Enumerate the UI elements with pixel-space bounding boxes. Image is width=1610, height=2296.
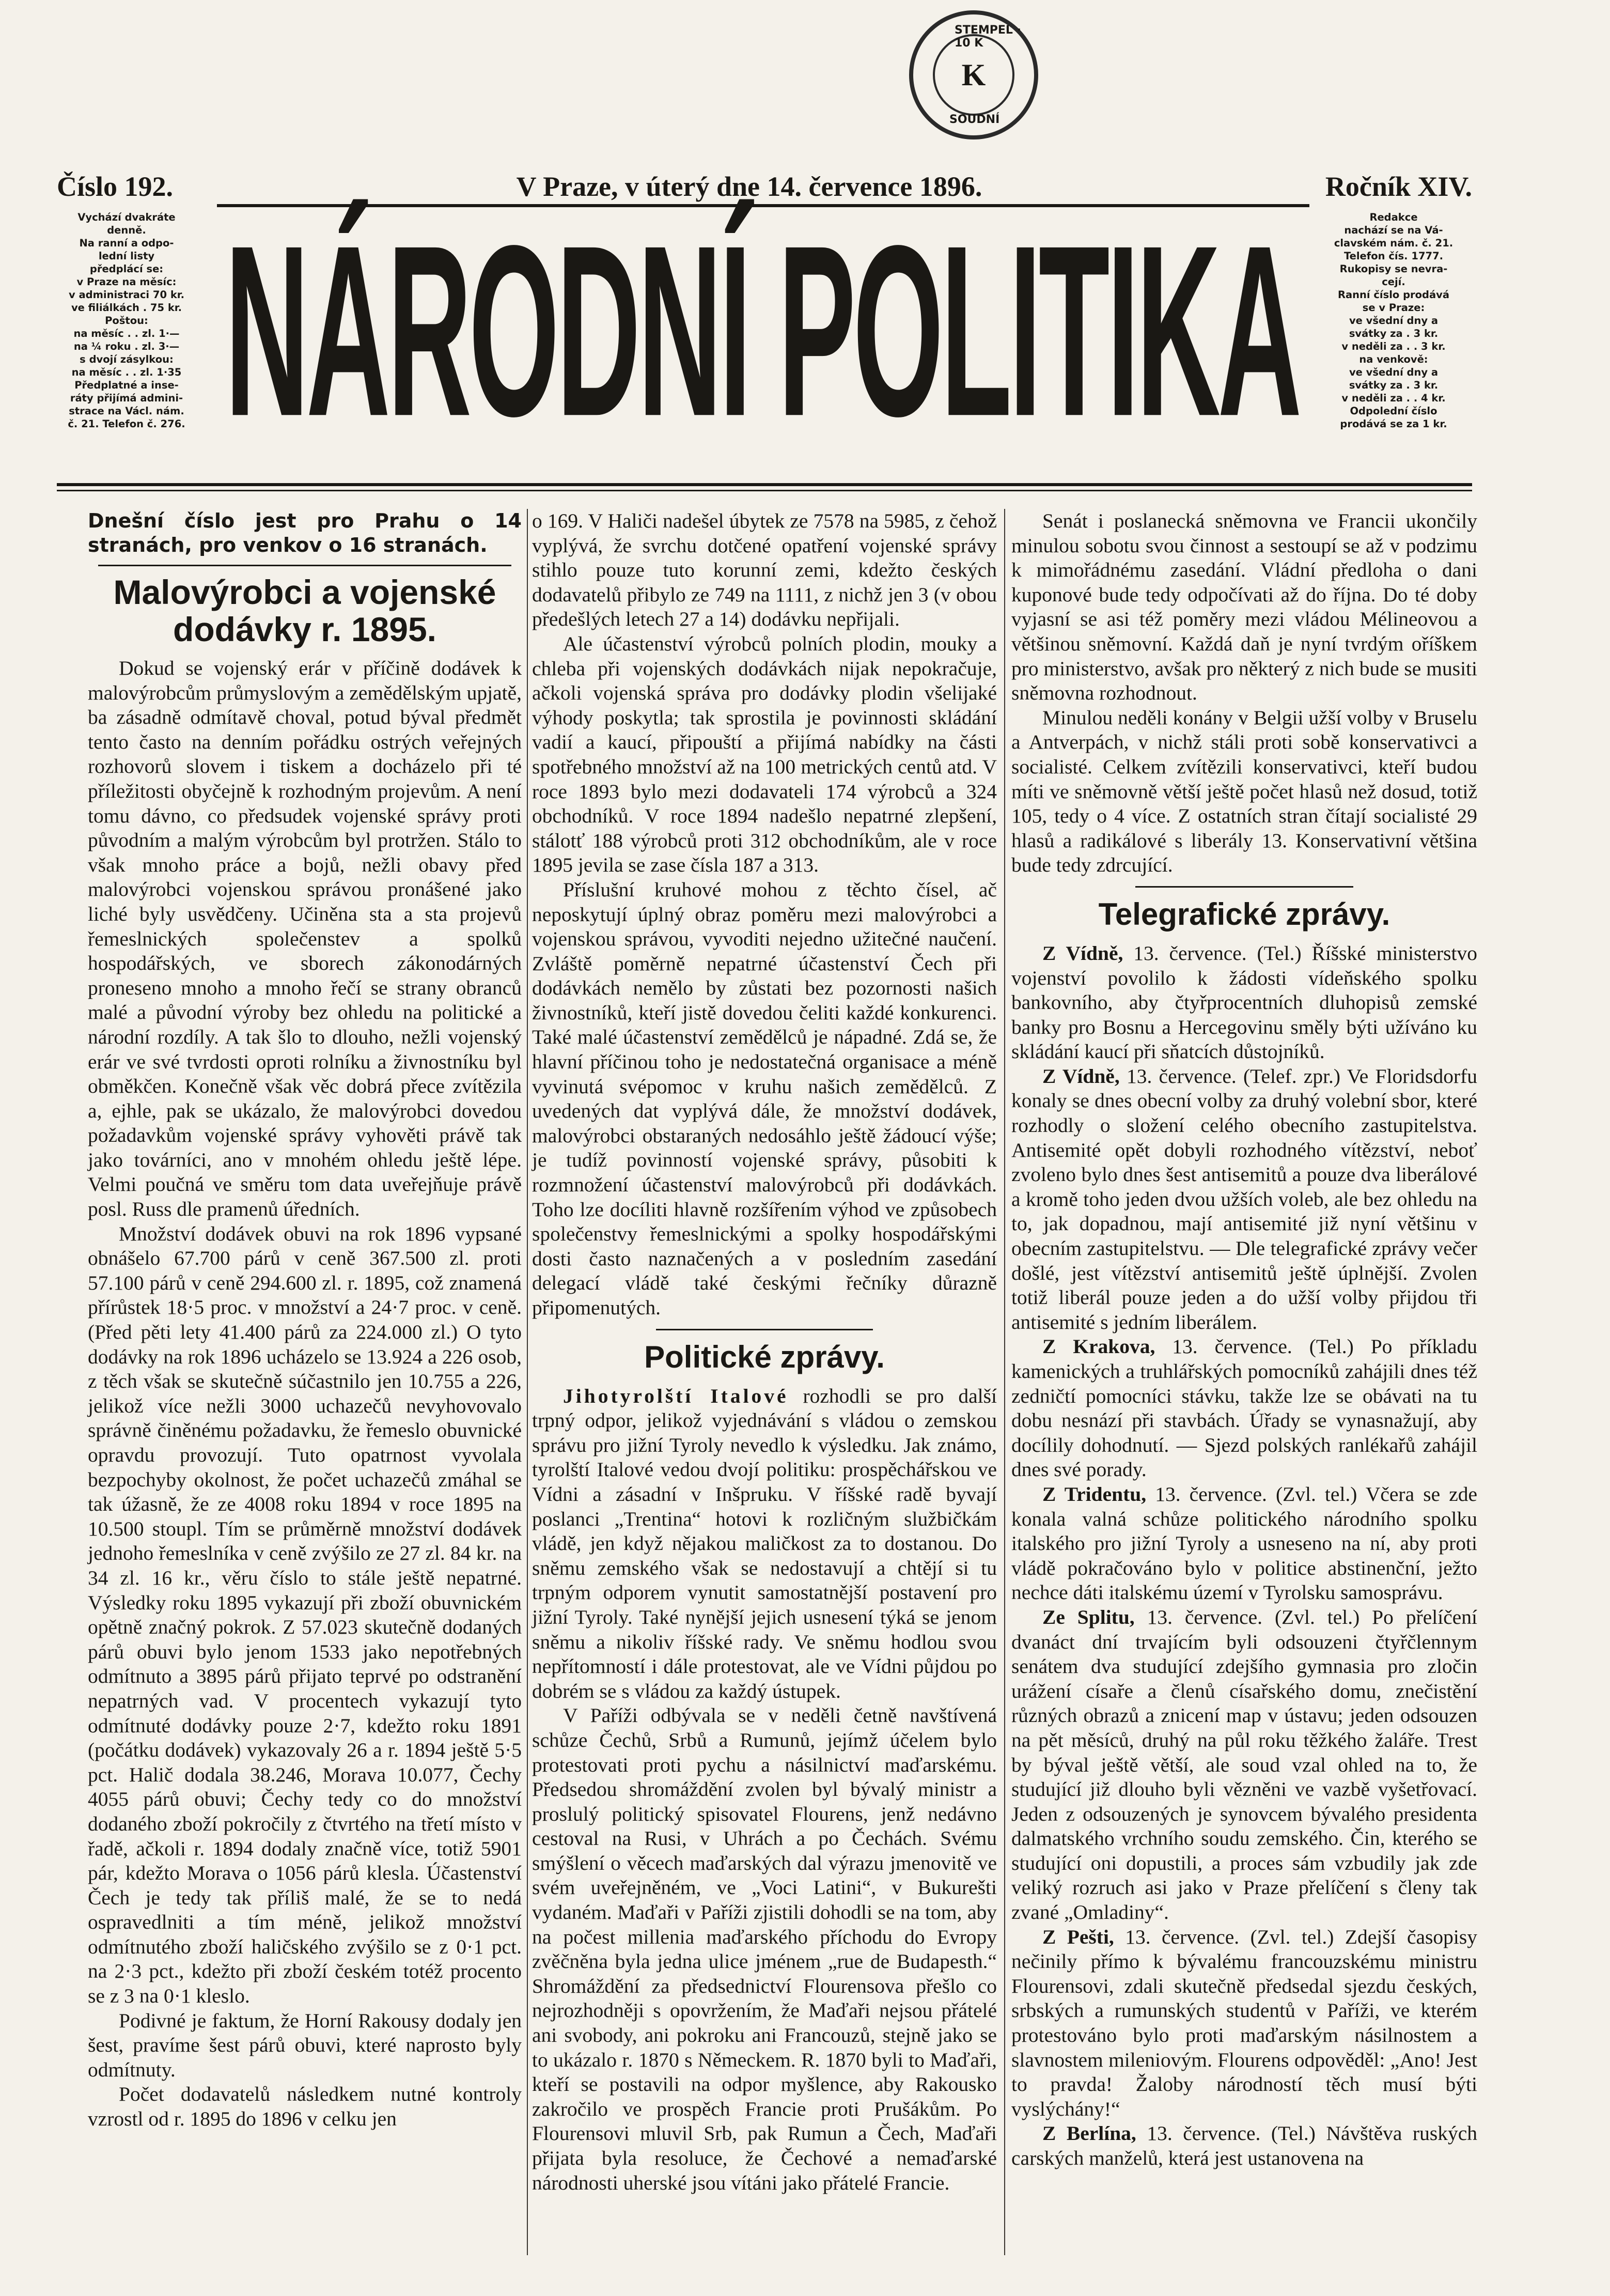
- column-divider: [527, 509, 528, 2255]
- subscription-info-line: Předplatné a inse-: [74, 379, 179, 391]
- telegram-item: Z Pešti, 13. července. (Zvl. tel.) Zdejší časopisy nečinily přímo k bývalému francouzskému ministru Flourensovi, zdali skutečně předsedal sjezdu českých, srbských a rumunských studentů v Paříži, ve kterém protestováno bylo proti maďarským násilnostem a slavnostem mileniovým. Flourens odpověděl: „Ano! Jest to pravda! Žaloby národností těch musí býti vyslýchány!“: [1011, 1925, 1477, 2120]
- editorial-info-line: ve všední dny a: [1349, 315, 1439, 327]
- column-divider: [1004, 509, 1005, 2255]
- subscription-info-line: Poštou:: [105, 315, 148, 327]
- editorial-info-box: [1316, 211, 1471, 430]
- editorial-info-line: na venkově:: [1359, 353, 1428, 365]
- editorial-info-line: Redakce: [1369, 211, 1418, 223]
- editorial-info-line: se v Praze:: [1362, 302, 1425, 314]
- article-paragraph: Dokud se vojenský erár v příčině dodávek k malovýrobcům průmyslovým a zemědělským upjatě, ba zásadně odmítavě choval, potud býval předmět tento často na denním pořádku ostrých veřejných rozhovorů slovem i tiskem a docházelo při té příležitosti obyčejně k rozhodným projevům. A není tomu dávno, co předsudek vojenské správy proti původním a malým výrobcům byl protržen. Stálo to však mnoho práce a bojů, nežli obavy před malovýrobci vojenskou správou pronášené jako liché byly usvědčeny. Učiněna sta a sta projevů řemeslnických společenstev a spolků hospodářských, ve sborech zákonodárných proneseno mnoho a mnoho řečí se strany obranců malé a původní výroby bez ohledu na politické a národní rozdíly. A tak šlo to dlouho, nežli vojenský erár ve své tvrdosti oproti rolníku a živnostníku byl obměkčen. Konečně však věc dobrá přece zvítězila a, ejhle, pak se ukázalo, že malovýrobci dovedou požadavkům vojenské správy vyhověti právě tak jako továrníci, ano v mnohém ohledu ještě lépe. Velmi poučná ve směru tom data uveřejňuje právě posl. Russ dle pramenů úředních.: [88, 657, 522, 1221]
- editorial-info-line: cejí.: [1382, 276, 1405, 288]
- subscription-info-line: ve filiálkách . 75 kr.: [71, 302, 182, 314]
- telegram-item: Z Vídně, 13. července. (Tel.) Říšské ministerstvo vojenství povolilo k žádosti vídeňského spolku bankovního, aby čtyřprocentních dluhopisů zemské banky pro Bosnu a Hercegovinu směly býti užíváno ku skládání kaucí při sňatcích důstojníků.: [1011, 941, 1477, 1063]
- column-1: [88, 509, 522, 2132]
- editorial-info-line: clavském nám. č. 21.: [1334, 237, 1453, 249]
- editorial-info-line: Telefon čís. 1777.: [1343, 250, 1444, 262]
- telegram-item: Z Krakova, 13. července. (Tel.) Po příkladu kamenických a truhlářských pomocníků zahájili dnes též zedničtí pomocníci stávku, takže lze se obávati na tu dobu nesnází při stavbách. Úřady se vynasnažují, aby docílily dohodnutí. — Sjezd polských ranlékařů zahájil dnes své porady.: [1011, 1335, 1477, 1481]
- subscription-info-line: Na ranní a odpo-: [79, 237, 174, 249]
- issue-number: Číslo 192.: [57, 171, 174, 202]
- issue-volume: Ročník XIV.: [1325, 171, 1472, 202]
- news-item: V Paříži odbývala se v neděli četně navštívená schůze Čechů, Srbů a Rumunů, jejímž účelem bylo protestovati proti pychu a násilnictví maďarskému. Předsedou shromáždění zvolen byl bývalý ministr a proslulý politický spisovatel Flourens, jenž nedávno cestoval na Rusi, v Uhrách a po Čechách. Svému smýšlení o věcech maďarských dal výrazu jmenovitě ve svém uveřejněném, ve „Voci Latini“, v Bukurešti vydaném. Maďaři v Paříži zjistili dohodli se na tom, aby na počest millenia maďarského příchodu do Evropy zvěčněna byla jedna ulice jménem „rue de Budapesth.“ Shromáždění za předsednictví Flourensova přešlo co nejrozhodněji s opovržením, že Maďaři nejsou přátelé ani svobody, ani pokroku ani Francouzů, stejně jako se to ukázalo r. 1870 s Německem. R. 1870 byli to Maďaři, kteří se postavili na odpor myšlence, aby Rakousko zakročilo ve prospěch Francie proti Prušákům. Po Flourensovi mluvil Srb, pak Rumun a Čech, Maďaři přijata byla resoluce, že Čechové a nemaďarské národnosti uherské jsou vítáni jako přátelé Francie.: [532, 1704, 997, 2194]
- article-heading: Malovýrobci a vojenské dodávky r. 1895.: [113, 573, 496, 648]
- revenue-stamp-icon: [909, 10, 1038, 139]
- subscription-info-line: denně.: [107, 224, 146, 236]
- masthead-rule-thin: [57, 490, 1472, 491]
- editorial-info-line: ve všední dny a: [1349, 366, 1439, 378]
- editorial-info-line: v neděli za . . 4 kr.: [1341, 392, 1446, 404]
- article-paragraph: o 169. V Haliči nadešel úbytek ze 7578 na 5985, z čehož vyplývá, že svrchu dotčené opatření vojenské správy stihlo pouze tuto korunní zemi, kdežto českých dodavatelů přibylo ze 749 na 1111, z nichž jen 3 (v obou předešlých letech 27 a 14) dodávku nepřijali.: [532, 509, 997, 631]
- subscription-info-line: na ¼ roku . zl. 3·—: [73, 340, 180, 352]
- stamp-bottom-text: SOUDNÍ: [949, 113, 1000, 126]
- divider: [1135, 886, 1353, 888]
- article-paragraph: Podivné je faktum, že Horní Rakousy dodaly jen šest, pravíme šest párů obuvi, které naprosto byly odmítnuty.: [88, 2009, 522, 2081]
- subscription-info-box: [57, 211, 196, 430]
- editorial-info-line: nachází se na Vá-: [1344, 224, 1443, 236]
- editorial-info-line: prodává se za 1 kr.: [1340, 418, 1447, 430]
- article-paragraph: Ale účastenství výrobců polních plodin, mouky a chleba při vojenských dodávkách nijak nepokračuje, ačkoli vojenská správa pro dodávky plodin všelijaké výhody poskytla; tak sprostila je povinnosti skládání vadií a kaucí, připouští a přijímá nabídky na části spotřebného množství až na 100 metrických centů atd. V roce 1893 bylo mezi dodavateli 174 výrobců a 324 obchodníků. V roce 1894 nadešlo nepatrné zlepšení, stálotť 188 výrobců proti 312 obchodníkům, ale v roce 1895 jevila se zase čísla 187 a 313.: [532, 632, 997, 877]
- section-heading: Telegrafické zprávy.: [1098, 896, 1390, 932]
- subscription-info-line: v administraci 70 kr.: [68, 289, 185, 301]
- telegram-item: Ze Splitu, 13. července. (Zvl. tel.) Po přelíčení dvanáct dní trvajícím byli odsouzeni čtyřčlennym senátem dva studující zdejšího gymnasia pro zločin urážení císaře a členů císařského domu, znečistění různých obrazů a znicení map v ústavu; jeden odsouzen na pět měsíců, druhý na půl roku těžkého žaláře. Trest by býval ještě větší, ale soud vzal ohled na to, že studující již dlouho byli vězněni ve vazbě vyšetřovací. Jeden z odsouzených je synovcem bývalého presidenta dalmatského vrchního soudu zemského. Čin, kterého se studující oni dopustili, a proces sám vzbudily jak zde veliký rozruch asi jako v Praze přelíčení s členy tak zvané „Omladiny“.: [1011, 1605, 1477, 1924]
- issue-notice: Dnešní číslo jest pro Prahu o 14 stranách, pro venkov o 16 stranách.: [88, 509, 522, 556]
- editorial-info-line: svátky za . 3 kr.: [1349, 328, 1439, 339]
- subscription-info-line: s dvojí zásylkou:: [80, 353, 174, 365]
- telegram-item: Z Berlína, 13. července. (Tel.) Návštěva ruských carských manželů, která jest ustanovena na: [1011, 2122, 1477, 2169]
- article-paragraph: Počet dodavatelů následkem nutné kontroly vzrostl od r. 1895 do 1896 v celku jen: [88, 2083, 522, 2131]
- editorial-info-line: v neděli za . . 3 kr.: [1341, 340, 1446, 352]
- article-paragraph: Množství dodávek obuvi na rok 1896 vypsané obnášelo 67.700 párů v ceně 367.500 zl. proti 57.100 párů v ceně 294.600 zl. r. 1895, což znamená přírůstek 18·5 proc. v množství a 24·7 proc. v ceně. (Před pěti lety 41.400 párů za 224.000 zl.) O tyto dodávky na rok 1896 ucházelo se 13.924 a 226 osob, z těch však se skutečně súčastnilo jen 10.755 a 226, jelikož více nežli 3000 uchazečů nevyhovovalo správně činěnému požadavku, že řemeslo obuvnické opravdu provozují. Tuto opatrnost vyvolala bezpochyby okolnost, že počet uchazečů zmáhal se tak úžasně, že ze 4008 roku 1894 v roce 1895 na 10.500 stoupl. Tím se průměrně množství dodávek jednoho řemeslníka v ceně zvýšilo ze 27 zl. 84 kr. na 34 zl. 16 kr., věru číslo to stále ještě nepatrné. Výsledky roku 1895 vykazují při zboží obuvnickém opětně značný pokrok. Z 57.023 skutečně dodaných párů obuvi bylo jenom 1533 jako nepotřebných odmítnuto a 3895 párů přijato teprvé po odstranění nepatrných vad. V procentech vykazují tyto odmítnuté dodávky pouze 2·7, kdežto roku 1891 (počátku dodávek) vykazovaly 26 a r. 1894 ještě 5·5 pct. Halič dodala 38.246, Morava 10.077, Čechy 4055 párů obuvi; Čechy tedy co do množství dodaného zboží pokročily z čtvrtého na třetí místo v řadě, ačkoli r. 1894 dodaly značně více, totiž 5901 pár, kdežto Morava o 1056 párů klesla. Účastenství Čech je tedy tak příliš malé, že se to nedá ospravedlniti a tím méně, jelikož množství odmítnutého zboží haličského zvýšilo se z 0·1 pct. na 2·3 pct., kdežto při zboží českém totéž procento se z 3 na 0·1 kleslo.: [88, 1222, 522, 2008]
- subscription-info-line: předplácí se:: [89, 263, 164, 275]
- subscription-info-line: strace na Václ. nám.: [69, 405, 184, 417]
- article-paragraph: Příslušní kruhové mohou z těchto čísel, ač neposkytují úplný obraz poměru mezi malovýrobci a vojenskou správou, vyvoditi nejedno užitečné naučení. Zvláště poměrně nepatrné účastenství Čech při dodávkách nemělo by zůstati bez pozornosti našich živnostníků, kteří jistě dovedou čeliti každé konkurenci. Také malé účastenství zemědělců je nápadné. Zdá se, že hlavní příčinou toho je nedostatečná organisace a méně vyvinutá svépomoc v kruhu našich zemědělců. Z uvedených dat vyplývá dále, že množství dodávek, malovýrobci obstaraných nedosáhlo ještě žádoucí výše; je tudíž povinností vojenské správy, působiti k rozmnožení účastenství malovýrobců při dodávkách. Toho lze docíliti hlavně rozšířením výhod ve způsobech společenstvy řemeslnickými a spolky hospodářskými dosti často naznačených a v posledním zasedání delegací vládě také českými řečníky důrazně připomenutých.: [532, 878, 997, 1319]
- masthead-title: NÁRODNÍ POLITIKA: [225, 194, 1299, 467]
- telegram-item: Z Vídně, 13. července. (Telef. zpr.) Ve Floridsdorfu konaly se dnes obecní volby za druhý volební sbor, které rozhodly o složení celého obecního zastupitelstva. Antisemité opět dobyli rozhodného vítězství, neboť zvoleno bylo dnes šest antisemitů a pouze dva liberálové a kromě toho jeden dvou užších voleb, ale bez ohledu na to, jak dopadnou, mají antisemité již nyní většinu v obecním zastupitelstvu. — Dle telegrafické zprávy večer došlé, jest vítězství antisemitů ještě úplnější. Zvolen totiž liberál pouze jeden a do užší volby přijdou tři antisemité s jedním liberálem.: [1011, 1064, 1478, 1333]
- subscription-info-line: na měsíc . . zl. 1·35: [71, 366, 182, 378]
- section-heading: Politické zprávy.: [644, 1339, 885, 1374]
- divider: [98, 565, 511, 566]
- subscription-info-line: ráty přijímá admini-: [70, 392, 183, 404]
- masthead: [207, 186, 1317, 475]
- divider: [656, 1329, 873, 1330]
- editorial-info-line: Rukopisy se nevra-: [1339, 263, 1448, 275]
- news-item: Minulou neděli konány v Belgii užší volby v Bruselu a Antverpách, v nichž stáli proti sobě konservativci a socialisté. Celkem zvítězili konservativci, kteří budou míti ve sněmovně větší ještě počet hlasů než dosud, totiž 105, tedy o 4 více. Z ostatních stran čítají socialisté 29 hlasů a radikálové s liberály 13. Konservativní většina bude tedy zdrcující.: [1011, 706, 1477, 877]
- editorial-info-line: Odpolední číslo: [1350, 405, 1437, 417]
- subscription-info-line: Vychází dvakráte: [77, 211, 176, 223]
- subscription-info-line: lední listy: [98, 250, 155, 262]
- news-item: Senát i poslanecká sněmovna ve Francii ukončily minulou sobotu svou činnost a sestoupí se až v podzimu k mimořádnému zasedání. Vládní předloha o dani kuponové bude tedy odpočívati až do října. Do té doby vyjasní se asi též poměry mezi vládou Mélineovou a většinou sněmovní. Každá daň je nyní tvrdým oříškem pro ministerstvo, avšak pro některý z nich bude se musiti sněmovna rozhodnout.: [1011, 509, 1477, 705]
- news-item: [532, 1384, 997, 1704]
- column-3: [1011, 509, 1477, 2171]
- subscription-info-line: v Praze na měsíc:: [76, 276, 177, 288]
- stamp-top-text: STEMPEL · 10 K: [955, 24, 1021, 50]
- column-2: [532, 509, 997, 2195]
- stamp-eagle-icon: K: [933, 34, 1014, 116]
- telegram-item: Z Tridentu, 13. července. (Zvl. tel.) Včera se zde konala valná schůze politického národního spolku italského pro jižní Tyroly a usneseno na ní, aby proti vládě pokračováno bylo v politice abstinenční, ježto nechce dáti italskému území v Tyrolsku samosprávu.: [1011, 1482, 1478, 1604]
- editorial-info-line: svátky za . 3 kr.: [1349, 379, 1439, 391]
- news-text: rozhodli se pro další trpný odpor, jelikož vyjednávání s vládou o zemskou správu pro jižní Tyroly nevedlo k výsledku. Jak známo, tyrolští Italové vedou dvojí politiku: prospěchářskou ve Vídni a zásadní v Inšpruku. V říšské radě byvají poslanci „Trentina“ hotovi k rozličným službičkám vládě, jen když nějakou maličkost za to dostanou. Do sněmu zemského však se nedostavují a chtějí si tu trpným odporem vynutit samostatnější postavení pro jižní Tyroly. Také nynější jejich usnesení týká se jenom sněmu a nikoliv říšské rady. Ve sněmu hodlou svou nepřítomností i dále protestovat, ale ve Vídni půjdou po dobrém se s vládou za každý ústupek.: [532, 1384, 997, 1702]
- editorial-info-line: Ranní číslo prodává: [1337, 289, 1450, 301]
- subscription-info-line: na měsíc . . zl. 1·—: [73, 328, 180, 339]
- news-lead: Jihotyrolští Italové: [563, 1384, 789, 1407]
- subscription-info-line: č. 21. Telefon č. 276.: [68, 418, 185, 430]
- masthead-rule: [57, 483, 1472, 486]
- issue-date: V Praze, v úterý dne 14. července 1896.: [516, 171, 982, 202]
